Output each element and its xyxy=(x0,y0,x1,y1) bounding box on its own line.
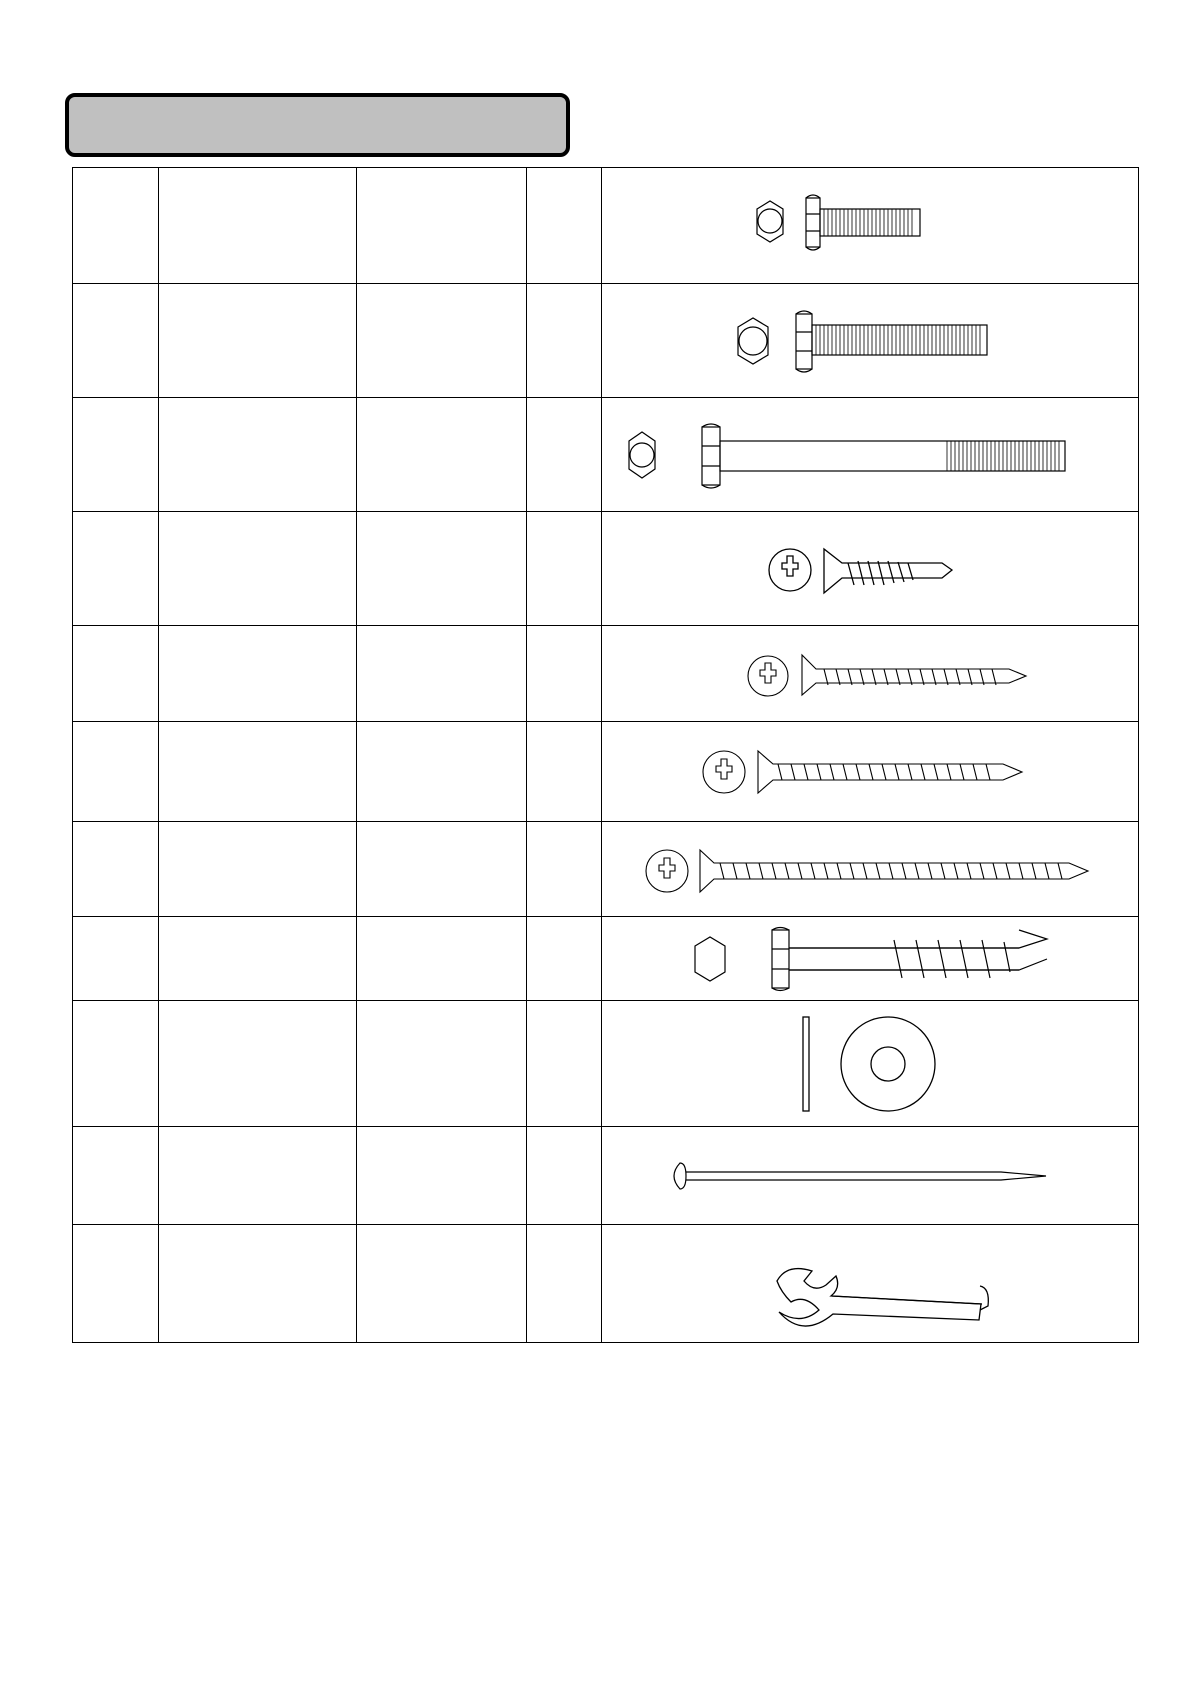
wrench-icon xyxy=(602,1226,1137,1342)
part-size xyxy=(357,284,527,398)
part-letter xyxy=(73,1225,159,1343)
medium-hex-bolt-icon xyxy=(602,285,1137,397)
hex-lag-screw-icon xyxy=(602,918,1137,1000)
short-hex-bolt-icon xyxy=(602,169,1137,283)
part-name xyxy=(159,1001,357,1127)
part-qty xyxy=(527,917,602,1001)
part-qty xyxy=(527,1001,602,1127)
part-size xyxy=(357,168,527,284)
part-name xyxy=(159,1127,357,1225)
table-row xyxy=(73,722,1139,822)
part-name xyxy=(159,398,357,512)
part-name xyxy=(159,626,357,722)
part-qty xyxy=(527,626,602,722)
part-name xyxy=(159,512,357,626)
part-name xyxy=(159,917,357,1001)
flat-washer-icon xyxy=(602,1002,1137,1126)
table-row xyxy=(73,626,1139,722)
part-letter xyxy=(73,917,159,1001)
nail-icon xyxy=(602,1128,1137,1224)
part-qty xyxy=(527,722,602,822)
part-size xyxy=(357,1001,527,1127)
table-row xyxy=(73,917,1139,1001)
short-phillips-screw-icon xyxy=(602,513,1137,625)
part-qty xyxy=(527,1225,602,1343)
part-name xyxy=(159,822,357,917)
part-letter xyxy=(73,168,159,284)
hardware-list-header xyxy=(65,93,570,157)
part-size xyxy=(357,822,527,917)
long-hex-bolt-icon xyxy=(602,399,1137,511)
part-name xyxy=(159,722,357,822)
part-qty xyxy=(527,1127,602,1225)
part-size xyxy=(357,1225,527,1343)
part-size xyxy=(357,512,527,626)
part-letter xyxy=(73,722,159,822)
part-size xyxy=(357,917,527,1001)
part-letter xyxy=(73,284,159,398)
table-row xyxy=(73,398,1139,512)
table-row xyxy=(73,1001,1139,1127)
long-phillips-screw-icon xyxy=(602,723,1137,821)
part-qty xyxy=(527,512,602,626)
part-name xyxy=(159,168,357,284)
part-name xyxy=(159,1225,357,1343)
part-letter xyxy=(73,626,159,722)
part-letter xyxy=(73,398,159,512)
table-row xyxy=(73,1225,1139,1343)
table-row xyxy=(73,1127,1139,1225)
part-letter xyxy=(73,512,159,626)
table-row xyxy=(73,168,1139,284)
table-row xyxy=(73,512,1139,626)
part-letter xyxy=(73,1127,159,1225)
part-qty xyxy=(527,822,602,917)
part-name xyxy=(159,284,357,398)
part-qty xyxy=(527,398,602,512)
hardware-table xyxy=(72,167,1139,1343)
table-row xyxy=(73,284,1139,398)
part-size xyxy=(357,722,527,822)
part-qty xyxy=(527,284,602,398)
table-row xyxy=(73,822,1139,917)
part-qty xyxy=(527,168,602,284)
part-size xyxy=(357,1127,527,1225)
medium-phillips-screw-icon xyxy=(602,627,1137,721)
part-letter xyxy=(73,1001,159,1127)
part-letter xyxy=(73,822,159,917)
extra-long-phillips-screw-icon xyxy=(602,823,1137,916)
part-size xyxy=(357,398,527,512)
part-size xyxy=(357,626,527,722)
